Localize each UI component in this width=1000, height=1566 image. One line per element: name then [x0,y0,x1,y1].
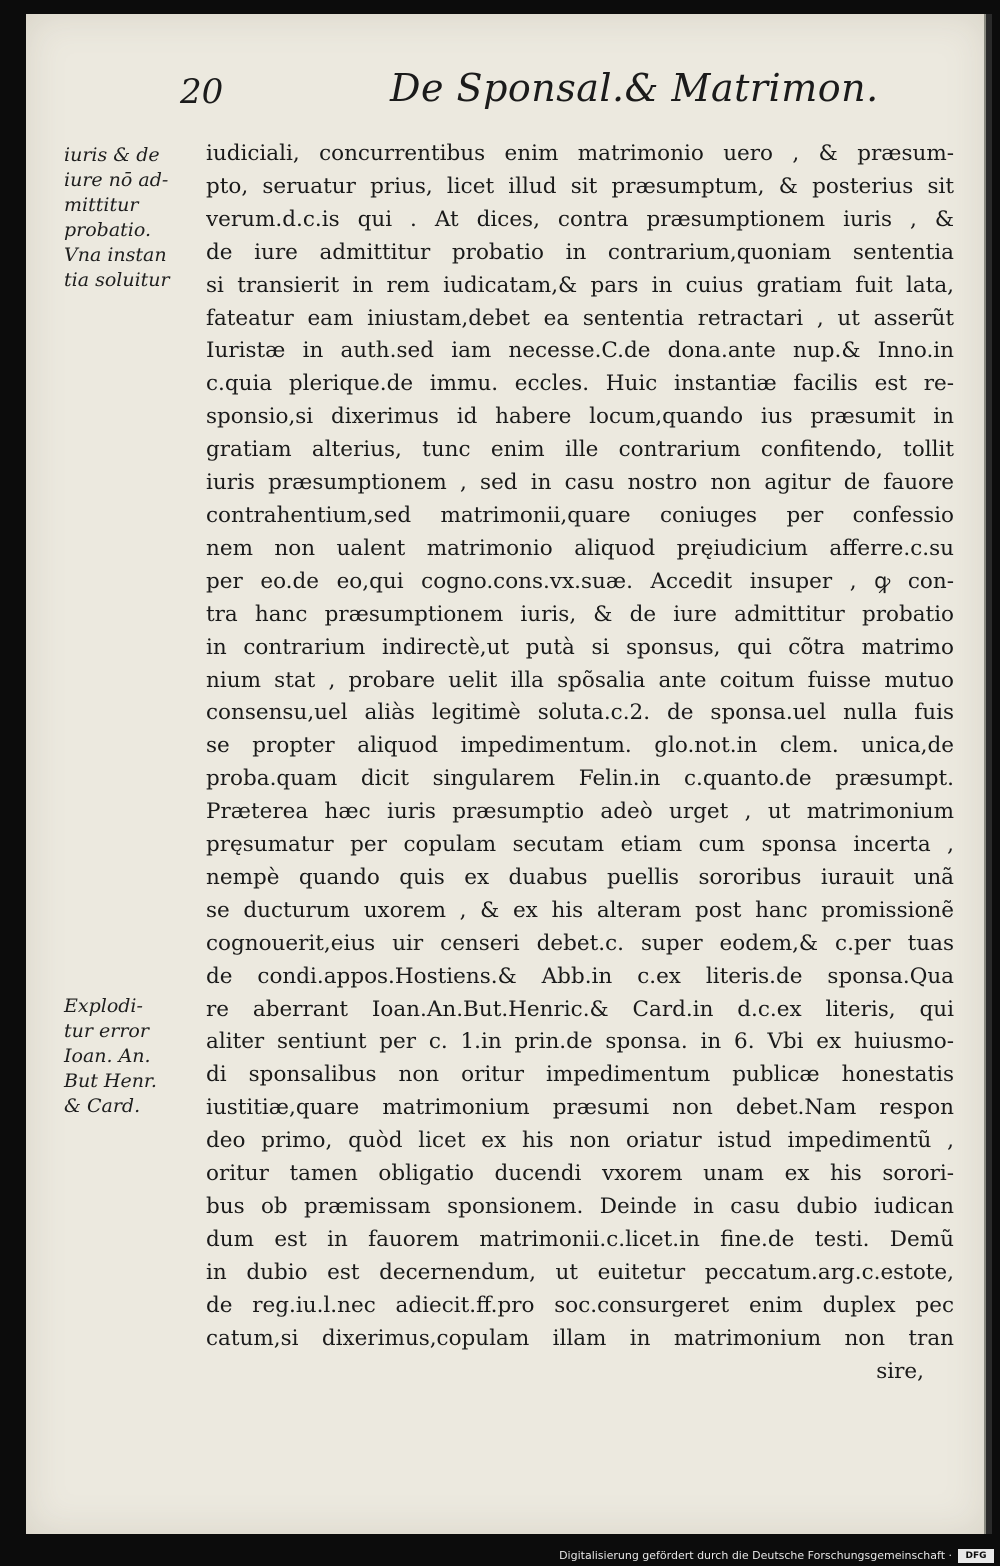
text-line: di sponsalibus non oritur impedimentum publicæ honestatis [206,1062,954,1088]
marginal-note-2 [64,994,157,1119]
marginal-note-line: mittitur [64,194,139,216]
text-line: bus ob præmissam sponsionem. Deinde in casu dubio iudican [206,1194,954,1219]
text-line: cognouerit,eius uir censeri debet.c. super eodem,& c.per tuas [206,930,954,956]
text-line: Præterea hæc iuris præsumptio adeò urget , ut matrimonium [206,799,954,825]
text-line: Iuristæ in auth.sed iam necesse.C.de dona.ante nup.& Inno.in [206,338,954,364]
catchword: sire, [876,1358,924,1384]
marginal-note-line: Vna instan [64,244,167,266]
page-header [180,66,960,126]
dfg-logo: DFG [958,1549,994,1563]
text-line: oritur tamen obligatio ducendi vxorem unam ex his sorori- [206,1161,954,1187]
text-line: de condi.appos.Hostiens.& Abb.in c.ex literis.de sponsa.Qua [206,963,954,989]
footer-bar [0,1548,1000,1566]
text-line: consensu,uel aliàs legitimè soluta.c.2. de sponsa.uel nulla fuis [206,700,954,726]
marginal-note-line: probatio. [64,219,152,241]
text-line: per eo.de eo,qui cogno.cons.vx.suæ. Accedit insuper , ꝙ con- [206,568,954,594]
body-text [206,138,954,1388]
text-line: nem non ualent matrimonio aliquod pręiudicium afferre.c.su [206,535,954,561]
text-line: tra hanc præsumptionem iuris, & de iure admittitur probatio [206,601,954,627]
text-line: c.quia plerique.de immu. eccles. Huic instantiæ facilis est re- [206,371,954,397]
marginal-note-line: & Card. [64,1095,141,1117]
funding-credit: Digitalisierung gefördert durch die Deutsche Forschungsgemeinschaft · [559,1549,952,1562]
marginal-note-line: iure nō ad- [64,169,169,191]
marginal-note-line: tia soluitur [64,269,170,291]
text-line: pręsumatur per copulam secutam etiam cum sponsa incerta , [206,832,954,858]
text-line: aliter sentiunt per c. 1.in prin.de sponsa. in 6. Vbi ex huiusmo- [206,1029,954,1055]
text-line: de reg.iu.l.nec adiecit.ff.pro soc.consurgeret enim duplex pec [206,1292,954,1318]
marginal-note-line: tur error [64,1020,149,1042]
text-line: deo primo, quòd licet ex his non oriatur istud impedimentũ , [206,1128,954,1154]
text-line: contrahentium,sed matrimonii,quare coniuges per confessio [206,502,954,528]
text-line: pto, seruatur prius, licet illud sit præsumptum, & posterius sit [206,173,954,199]
text-line: dum est in fauorem matrimonii.c.licet.in fine.de testi. Demũ [206,1226,954,1252]
text-line: sponsio,si dixerimus id habere locum,quando ius præsumit in [206,404,954,430]
marginal-note-1 [64,143,170,293]
running-head: De Sponsal.& Matrimon. [390,66,879,110]
marginal-note-line: Ioan. An. [64,1045,151,1067]
marginal-note-line: Explodi- [64,995,143,1017]
page-number: 20 [180,72,224,112]
text-line: in dubio est decernendum, ut euitetur peccatum.arg.c.estote, [206,1259,954,1285]
text-line: iustitiæ,quare matrimonium præsumi non debet.Nam respon [206,1095,954,1121]
text-line: proba.quam dicit singularem Felin.in c.quanto.de præsumpt. [206,766,954,792]
marginal-note-line: iuris & de [64,144,160,166]
text-line: si transierit in rem iudicatam,& pars in cuius gratiam fuit lata, [206,272,954,298]
text-line: nium stat , probare uelit illa spõsalia ante coitum fuisse mutuo [206,667,954,693]
text-line: se propter aliquod impedimentum. glo.not.in clem. unica,de [206,733,954,759]
text-line: se ducturum uxorem , & ex his alteram post hanc promissionẽ [206,897,954,923]
text-line: in contrarium indirectè,ut putà si sponsus, qui cõtra matrimo [206,634,954,660]
text-line: catum,si dixerimus,copulam illam in matrimonium non tran [206,1325,954,1351]
text-line: nempè quando quis ex duabus puellis sororibus iurauit unã [206,864,954,890]
text-line: gratiam alterius, tunc enim ille contrarium confitendo, tollit [206,437,954,463]
text-line: iuris præsumptionem , sed in casu nostro non agitur de fauore [206,470,954,496]
page-edge [984,14,992,1534]
text-line: de iure admittitur probatio in contrarium,quoniam sententia [206,239,954,265]
text-line: fateatur eam iniustam,debet ea sententia retractari , ut asserũt [206,305,954,331]
text-line: iudiciali, concurrentibus enim matrimonio uero , & præsum- [206,141,954,166]
text-line: verum.d.c.is qui . At dices, contra præsumptionem iuris , & [206,206,954,232]
text-line: re aberrant Ioan.An.But.Henric.& Card.in d.c.ex literis, qui [206,996,954,1022]
marginal-note-line: But Henr. [64,1070,157,1092]
